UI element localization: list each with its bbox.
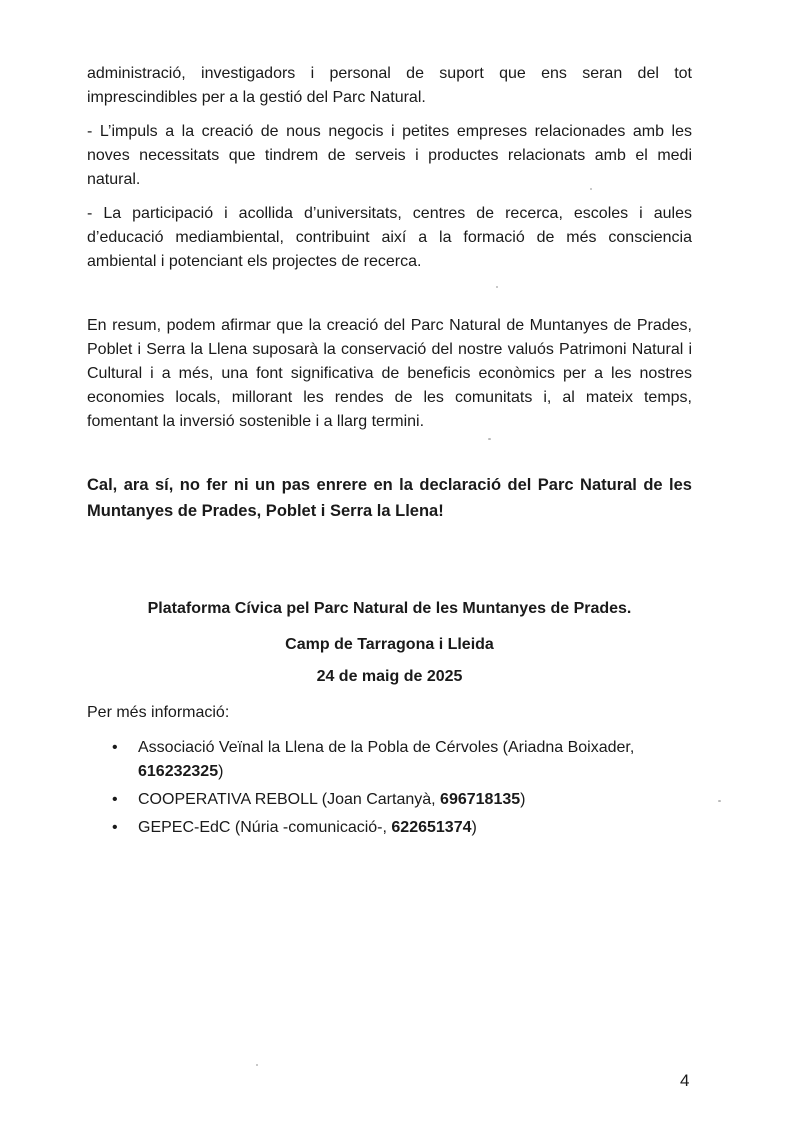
contacts-list [112, 736, 697, 840]
contact-item [112, 788, 697, 812]
contact-text: COOPERATIVA REBOLL (Joan Cartanyà, [138, 791, 441, 808]
paragraph-staff: administració, investigadors i personal de suport que ens seran del tot imprescindibles per a la gestió del Parc Natural. [87, 65, 692, 106]
contact-suffix: ) [471, 819, 477, 836]
contact-phone: 622651374 [391, 819, 472, 836]
scan-speck [496, 286, 498, 288]
contact-phone: 616232325 [138, 763, 219, 780]
date-line: 24 de maig de 2025 [316, 668, 463, 685]
contact-text: GEPEC-EdC (Núria -comunicació-, [138, 819, 392, 836]
page-number: 4 [680, 1071, 690, 1090]
contact-item [112, 816, 697, 840]
paragraph-universities: - La participació i acollida d’universitats, centres de recerca, escoles i aules d’educació mediambiental, contribuint així a la formació de més consciencia ambiental i potenciant els projectes de recerca. [87, 205, 692, 270]
contact-text: Associació Veïnal la Llena de la Pobla de Cérvoles (Ariadna Boixader, [138, 739, 635, 756]
platform-name: Plataforma Cívica pel Parc Natural de les Muntanyes de Prades. [147, 600, 632, 617]
scan-speck [488, 438, 491, 440]
contact-suffix: ) [520, 791, 526, 808]
contacts-heading: Per més informació: [87, 704, 230, 721]
region-line: Camp de Tarragona i Lleida [285, 636, 494, 653]
contact-item [112, 736, 697, 784]
scan-speck [718, 800, 721, 802]
call-to-action: Cal, ara sí, no fer ni un pas enrere en la declaració del Parc Natural de les Muntanyes de Prades, Poblet i Serra la Llena! [87, 476, 692, 520]
paragraph-summary: En resum, podem afirmar que la creació del Parc Natural de Muntanyes de Prades, Poblet i Serra la Llena suposarà la conservació del nostre valuós Patrimoni Natural i Cultural i a més, una font significativa de beneficis econòmics per a les nostres economies locals, millorant les rendes de les comunitats i, al mateix temps, fomentant la inversió sostenible i a llarg termini. [87, 317, 692, 430]
scan-speck [256, 1064, 258, 1066]
scan-speck [590, 188, 592, 190]
contact-suffix: ) [218, 763, 224, 780]
paragraph-business: - L’impuls a la creació de nous negocis i petites empreses relacionades amb les noves necessitats que tindrem de serveis i productes relacionats amb el medi natural. [87, 123, 692, 188]
contact-phone: 696718135 [440, 791, 521, 808]
